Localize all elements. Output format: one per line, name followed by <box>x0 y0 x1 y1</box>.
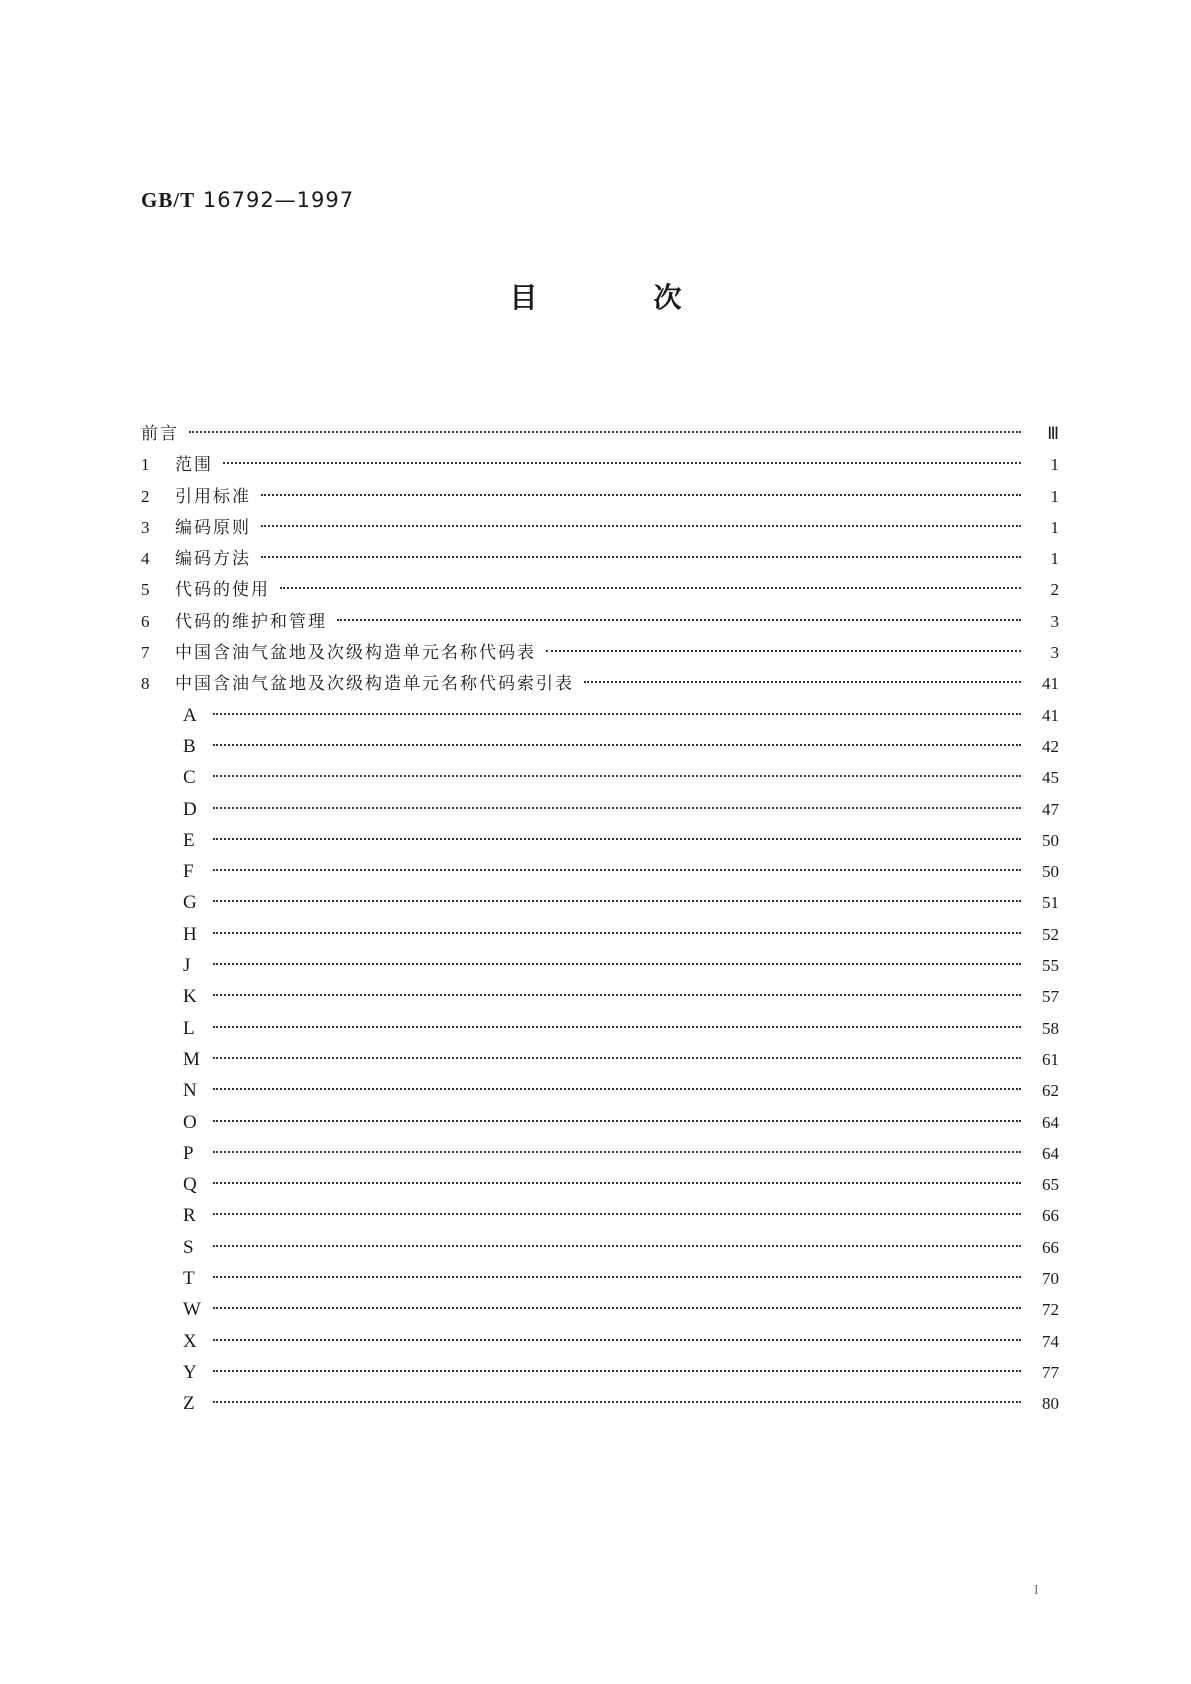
index-letter: F <box>183 861 194 883</box>
standard-prefix: GB/T <box>141 188 196 212</box>
index-page: 50 <box>1042 830 1059 850</box>
index-letter-j[interactable] <box>141 950 1059 981</box>
index-letter-e[interactable] <box>141 825 1059 856</box>
index-letter-s[interactable] <box>141 1232 1059 1263</box>
dot-leader <box>213 1151 1021 1153</box>
index-letter-x[interactable] <box>141 1326 1059 1357</box>
toc-entry-number: 5 <box>141 580 150 600</box>
index-letter: N <box>183 1080 197 1102</box>
index-letter: W <box>183 1299 201 1321</box>
toc-entry-page: 1 <box>1050 549 1059 569</box>
dot-leader <box>213 1307 1021 1309</box>
dot-leader <box>213 1120 1021 1122</box>
toc-entry-title: 范围 <box>175 455 213 476</box>
index-letter: Y <box>183 1361 197 1383</box>
toc-entry-foreword[interactable] <box>141 418 1059 449</box>
index-letter: T <box>183 1268 195 1290</box>
index-letter-b[interactable] <box>141 731 1059 762</box>
table-of-contents <box>141 418 1059 1420</box>
index-page: 61 <box>1042 1049 1059 1069</box>
index-letter-c[interactable] <box>141 762 1059 793</box>
index-letter-l[interactable] <box>141 1013 1059 1044</box>
index-letter-q[interactable] <box>141 1169 1059 1200</box>
index-page: 66 <box>1042 1237 1059 1257</box>
index-page: 45 <box>1042 768 1059 788</box>
index-letter-m[interactable] <box>141 1044 1059 1075</box>
toc-entry-number: 6 <box>141 611 150 631</box>
index-page: 80 <box>1042 1394 1059 1414</box>
toc-entry-title: 引用标准 <box>175 486 251 507</box>
index-letter-n[interactable] <box>141 1075 1059 1106</box>
index-letter-r[interactable] <box>141 1200 1059 1231</box>
index-letter-h[interactable] <box>141 919 1059 950</box>
index-letter: H <box>183 923 197 945</box>
index-letter: D <box>183 798 197 820</box>
index-letter-w[interactable] <box>141 1294 1059 1325</box>
toc-entry-title: 代码的维护和管理 <box>175 611 327 632</box>
index-page: 58 <box>1042 1018 1059 1038</box>
index-letter: O <box>183 1111 197 1133</box>
toc-entry-title: 编码原则 <box>175 517 251 538</box>
index-letter-k[interactable] <box>141 981 1059 1012</box>
toc-entry-title: 中国含油气盆地及次级构造单元名称代码索引表 <box>175 674 574 695</box>
toc-entry-page: 1 <box>1050 486 1059 506</box>
dot-leader <box>213 1401 1021 1403</box>
dot-leader <box>213 1088 1021 1090</box>
index-letter-t[interactable] <box>141 1263 1059 1294</box>
index-letter: K <box>183 986 197 1008</box>
toc-entry-title: 代码的使用 <box>175 580 270 601</box>
dot-leader <box>213 1026 1021 1028</box>
dot-leader <box>213 713 1021 715</box>
toc-entry-8[interactable] <box>141 668 1059 699</box>
index-letter: J <box>183 955 191 977</box>
index-letter-f[interactable] <box>141 856 1059 887</box>
index-letter: S <box>183 1236 194 1258</box>
toc-entry-page: 2 <box>1050 580 1059 600</box>
index-letter: A <box>183 704 197 726</box>
index-page: 41 <box>1042 705 1059 725</box>
toc-entry-page: 1 <box>1050 517 1059 537</box>
index-page: 57 <box>1042 987 1059 1007</box>
toc-entry-3[interactable] <box>141 512 1059 543</box>
standard-code <box>141 188 354 213</box>
dot-leader <box>213 900 1021 902</box>
title-char-1: 目 <box>509 281 538 314</box>
page-title <box>0 276 1191 316</box>
toc-entry-title: 前言 <box>141 424 179 444</box>
dot-leader <box>337 619 1021 621</box>
index-page: 65 <box>1042 1175 1059 1195</box>
dot-leader <box>213 807 1021 809</box>
index-page: 74 <box>1042 1331 1059 1351</box>
toc-entry-6[interactable] <box>141 606 1059 637</box>
dot-leader <box>213 932 1021 934</box>
dot-leader <box>261 494 1021 496</box>
index-letter: X <box>183 1330 197 1352</box>
index-letter-z[interactable] <box>141 1388 1059 1419</box>
index-letter: L <box>183 1017 195 1039</box>
dot-leader <box>213 838 1021 840</box>
title-char-2: 次 <box>653 281 682 314</box>
index-letter: G <box>183 892 197 914</box>
toc-entry-1[interactable] <box>141 449 1059 480</box>
index-letter: Q <box>183 1174 197 1196</box>
dot-leader <box>213 775 1021 777</box>
index-letter: B <box>183 735 196 757</box>
toc-entry-page: Ⅲ <box>1047 424 1059 443</box>
index-page: 62 <box>1042 1081 1059 1101</box>
index-letter: M <box>183 1048 200 1070</box>
index-page: 66 <box>1042 1206 1059 1226</box>
toc-entry-title: 编码方法 <box>175 549 251 570</box>
index-letter-d[interactable] <box>141 794 1059 825</box>
dot-leader <box>213 963 1021 965</box>
index-page: 77 <box>1042 1362 1059 1382</box>
dot-leader <box>213 1057 1021 1059</box>
dot-leader <box>261 525 1021 527</box>
index-letter-g[interactable] <box>141 887 1059 918</box>
index-page: 72 <box>1042 1300 1059 1320</box>
dot-leader <box>546 650 1021 652</box>
dot-leader <box>189 431 1021 433</box>
index-page: 42 <box>1042 736 1059 756</box>
index-letter: Z <box>183 1393 195 1415</box>
dot-leader <box>213 1182 1021 1184</box>
toc-entry-number: 1 <box>141 455 150 475</box>
toc-entry-number: 4 <box>141 549 150 569</box>
dot-leader <box>280 587 1021 589</box>
toc-entry-2[interactable] <box>141 481 1059 512</box>
toc-entry-page: 41 <box>1042 674 1059 694</box>
index-letter-y[interactable] <box>141 1357 1059 1388</box>
index-page: 50 <box>1042 862 1059 882</box>
toc-entry-number: 2 <box>141 486 150 506</box>
dot-leader <box>213 1339 1021 1341</box>
index-page: 51 <box>1042 893 1059 913</box>
index-page: 70 <box>1042 1269 1059 1289</box>
index-page: 64 <box>1042 1112 1059 1132</box>
dot-leader <box>213 1370 1021 1372</box>
dot-leader <box>584 681 1021 683</box>
toc-entry-number: 7 <box>141 643 150 663</box>
index-letter-a[interactable] <box>141 700 1059 731</box>
dot-leader <box>261 556 1021 558</box>
toc-entry-4[interactable] <box>141 543 1059 574</box>
dot-leader <box>213 1276 1021 1278</box>
toc-entry-title: 中国含油气盆地及次级构造单元名称代码表 <box>175 643 536 664</box>
toc-entry-number: 3 <box>141 517 150 537</box>
dot-leader <box>213 1245 1021 1247</box>
index-page: 52 <box>1042 924 1059 944</box>
toc-entry-5[interactable] <box>141 574 1059 605</box>
toc-entry-number: 8 <box>141 674 150 694</box>
toc-entry-page: 3 <box>1050 643 1059 663</box>
standard-number: 16792—1997 <box>202 188 355 212</box>
index-letter-p[interactable] <box>141 1138 1059 1169</box>
index-page: 55 <box>1042 956 1059 976</box>
index-letter: R <box>183 1205 196 1227</box>
toc-entry-page: 1 <box>1050 455 1059 475</box>
index-letter: C <box>183 767 196 789</box>
dot-leader <box>213 869 1021 871</box>
dot-leader <box>213 744 1021 746</box>
dot-leader <box>213 1213 1021 1215</box>
index-letter: E <box>183 829 195 851</box>
index-letter-o[interactable] <box>141 1107 1059 1138</box>
toc-entry-7[interactable] <box>141 637 1059 668</box>
page-mark: I <box>1034 1583 1039 1598</box>
index-page: 64 <box>1042 1143 1059 1163</box>
dot-leader <box>213 994 1021 996</box>
index-page: 47 <box>1042 799 1059 819</box>
toc-entry-page: 3 <box>1050 611 1059 631</box>
dot-leader <box>223 462 1021 464</box>
index-letter: P <box>183 1142 194 1164</box>
